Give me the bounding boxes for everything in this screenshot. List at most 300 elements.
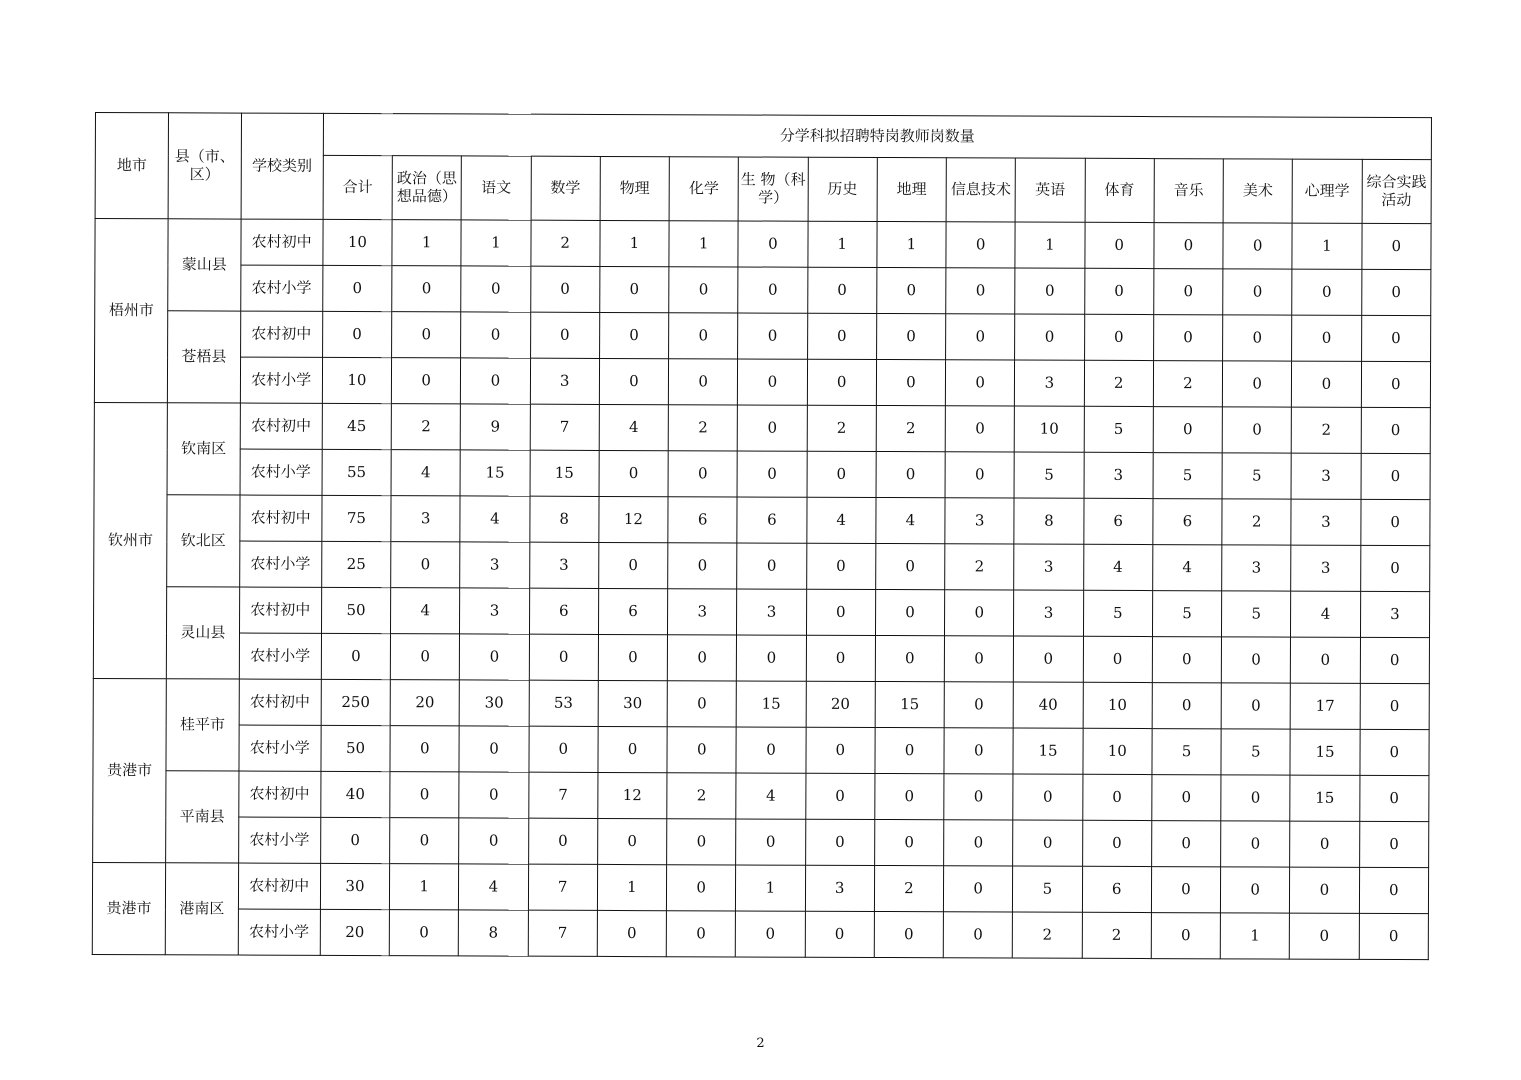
value-cell: 4 [806, 497, 875, 543]
value-cell: 0 [459, 726, 528, 772]
value-cell: 15 [1013, 728, 1082, 774]
value-cell: 0 [736, 727, 805, 773]
value-cell: 0 [737, 635, 806, 681]
value-cell: 0 [461, 266, 530, 312]
value-cell: 5 [1084, 406, 1153, 452]
value-cell: 3 [805, 865, 874, 911]
value-cell: 10 [1015, 406, 1084, 452]
value-cell: 0 [668, 359, 737, 405]
value-cell: 0 [1084, 314, 1153, 360]
value-cell: 0 [1083, 636, 1152, 682]
value-cell: 0 [666, 911, 735, 957]
value-cell: 0 [1153, 315, 1222, 361]
value-cell: 1 [600, 220, 669, 266]
value-cell: 4 [391, 450, 460, 496]
value-cell: 0 [1360, 499, 1430, 545]
value-cell: 6 [1082, 866, 1151, 912]
school-type-cell: 农村小学 [239, 633, 321, 679]
value-cell: 0 [1152, 637, 1221, 683]
value-cell: 0 [806, 589, 875, 635]
value-cell: 0 [1292, 361, 1361, 407]
value-cell: 4 [1083, 544, 1152, 590]
total-cell: 0 [320, 817, 389, 863]
value-cell: 2 [1153, 361, 1222, 407]
table-row [95, 311, 1431, 362]
value-cell: 3 [1015, 360, 1084, 406]
value-cell: 1 [1220, 913, 1289, 959]
table-row [93, 678, 1429, 729]
value-cell: 6 [1083, 498, 1152, 544]
value-cell: 7 [528, 910, 597, 956]
value-cell: 0 [875, 773, 944, 819]
value-cell: 1 [669, 221, 738, 267]
value-cell: 0 [1291, 637, 1360, 683]
school-type-cell: 农村小学 [239, 541, 321, 587]
value-cell: 0 [875, 727, 944, 773]
value-cell: 40 [1013, 682, 1082, 728]
value-cell: 0 [946, 268, 1015, 314]
school-type-cell: 农村初中 [240, 403, 322, 449]
value-cell: 0 [1360, 729, 1430, 775]
value-cell: 0 [459, 818, 528, 864]
value-cell: 0 [391, 542, 460, 588]
value-cell: 0 [668, 451, 737, 497]
value-cell: 1 [461, 220, 530, 266]
value-cell: 0 [807, 313, 876, 359]
county-cell: 蒙山县 [168, 219, 241, 311]
value-cell: 3 [1084, 452, 1153, 498]
value-cell: 2 [1222, 499, 1291, 545]
value-cell: 5 [1152, 729, 1221, 775]
value-cell: 3 [945, 498, 1014, 544]
value-cell: 12 [599, 496, 668, 542]
total-cell: 75 [322, 495, 391, 541]
city-cell: 钦州市 [93, 402, 167, 678]
value-cell: 0 [874, 911, 943, 957]
table-row [95, 265, 1431, 316]
value-cell: 0 [1359, 775, 1429, 821]
value-cell: 0 [875, 590, 944, 636]
county-cell: 钦北区 [167, 495, 240, 587]
county-cell: 苍梧县 [168, 311, 241, 403]
school-type-cell: 农村小学 [240, 449, 322, 495]
header-chinese: 语文 [461, 156, 530, 220]
value-cell: 0 [599, 450, 668, 496]
county-cell: 钦南区 [167, 403, 240, 495]
value-cell: 3 [1291, 545, 1360, 591]
value-cell: 5 [1221, 729, 1290, 775]
value-cell: 6 [668, 497, 737, 543]
value-cell: 0 [807, 359, 876, 405]
table-row [94, 494, 1430, 545]
value-cell: 0 [945, 360, 1014, 406]
value-cell: 0 [1154, 269, 1223, 315]
total-cell: 25 [322, 541, 391, 587]
value-cell: 0 [1290, 913, 1359, 959]
value-cell: 0 [668, 543, 737, 589]
page-number: 2 [756, 1036, 765, 1051]
value-cell: 0 [1151, 913, 1220, 959]
total-cell: 0 [322, 311, 391, 357]
value-cell: 0 [1290, 867, 1359, 913]
value-cell: 1 [392, 220, 461, 266]
value-cell: 0 [461, 312, 530, 358]
value-cell: 12 [598, 772, 667, 818]
value-cell: 0 [1361, 407, 1431, 453]
value-cell: 0 [1082, 774, 1151, 820]
value-cell: 1 [807, 221, 876, 267]
value-cell: 3 [1291, 499, 1360, 545]
value-cell: 2 [668, 405, 737, 451]
value-cell: 3 [530, 358, 599, 404]
header-practice: 综合实践活动 [1362, 159, 1432, 223]
value-cell: 0 [667, 865, 736, 911]
header-it: 信息技术 [946, 158, 1015, 222]
value-cell: 0 [874, 819, 943, 865]
header-city: 地市 [95, 113, 169, 219]
school-type-cell: 农村初中 [239, 587, 321, 633]
header-art: 美术 [1223, 159, 1292, 223]
value-cell: 1 [390, 864, 459, 910]
value-cell: 3 [737, 589, 806, 635]
value-cell: 3 [460, 588, 529, 634]
header-politics: 政治（思想品德） [392, 156, 461, 220]
value-cell: 0 [736, 819, 805, 865]
value-cell: 0 [599, 358, 668, 404]
value-cell: 0 [1361, 223, 1431, 269]
value-cell: 0 [1152, 775, 1221, 821]
value-cell: 30 [459, 680, 528, 726]
value-cell: 53 [529, 680, 598, 726]
table-row [93, 816, 1429, 867]
value-cell: 0 [1151, 867, 1220, 913]
value-cell: 0 [1221, 821, 1290, 867]
value-cell: 0 [944, 636, 1013, 682]
school-type-cell: 农村小学 [238, 909, 320, 955]
value-cell: 0 [667, 727, 736, 773]
value-cell: 15 [530, 450, 599, 496]
table-row [92, 908, 1428, 959]
value-cell: 3 [391, 496, 460, 542]
value-cell: 0 [599, 312, 668, 358]
value-cell: 4 [391, 588, 460, 634]
value-cell: 0 [737, 451, 806, 497]
value-cell: 0 [1221, 867, 1290, 913]
header-geography: 地理 [877, 158, 946, 222]
value-cell: 0 [946, 314, 1015, 360]
value-cell: 9 [461, 404, 530, 450]
value-cell: 0 [389, 910, 458, 956]
value-cell: 0 [1223, 315, 1292, 361]
value-cell: 10 [1083, 682, 1152, 728]
value-cell: 0 [667, 681, 736, 727]
county-cell: 平南县 [166, 771, 239, 863]
school-type-cell: 农村初中 [239, 495, 321, 541]
value-cell: 2 [1292, 407, 1361, 453]
value-cell: 10 [1083, 728, 1152, 774]
value-cell: 5 [1152, 591, 1221, 637]
value-cell: 0 [738, 267, 807, 313]
value-cell: 0 [1361, 315, 1431, 361]
value-cell: 0 [599, 542, 668, 588]
value-cell: 2 [391, 404, 460, 450]
value-cell: 0 [1360, 683, 1430, 729]
value-cell: 0 [529, 726, 598, 772]
value-cell: 0 [876, 544, 945, 590]
school-type-cell: 农村初中 [240, 311, 322, 357]
value-cell: 20 [806, 681, 875, 727]
value-cell: 3 [1222, 545, 1291, 591]
value-cell: 0 [392, 312, 461, 358]
value-cell: 3 [529, 542, 598, 588]
value-cell: 0 [875, 636, 944, 682]
value-cell: 2 [667, 773, 736, 819]
value-cell: 15 [1290, 775, 1359, 821]
value-cell: 3 [1014, 544, 1083, 590]
value-cell: 0 [943, 912, 1012, 958]
value-cell: 15 [1290, 729, 1359, 775]
value-cell: 3 [1014, 590, 1083, 636]
value-cell: 3 [460, 542, 529, 588]
value-cell: 0 [1361, 453, 1431, 499]
value-cell: 0 [946, 222, 1015, 268]
value-cell: 0 [738, 313, 807, 359]
value-cell: 4 [736, 773, 805, 819]
value-cell: 0 [1154, 223, 1223, 269]
value-cell: 4 [1152, 545, 1221, 591]
value-cell: 0 [597, 910, 666, 956]
value-cell: 4 [459, 864, 528, 910]
value-cell: 0 [460, 634, 529, 680]
value-cell: 2 [1082, 912, 1151, 958]
value-cell: 1 [736, 865, 805, 911]
value-cell: 1 [877, 222, 946, 268]
value-cell: 0 [944, 728, 1013, 774]
value-cell: 4 [599, 404, 668, 450]
value-cell: 15 [460, 450, 529, 496]
county-cell: 港南区 [166, 863, 239, 955]
table-row [94, 448, 1430, 499]
value-cell: 7 [530, 404, 599, 450]
value-cell: 0 [1292, 315, 1361, 361]
value-cell: 0 [459, 772, 528, 818]
value-cell: 0 [1361, 361, 1431, 407]
value-cell: 30 [598, 680, 667, 726]
value-cell: 4 [460, 496, 529, 542]
value-cell: 5 [1222, 591, 1291, 637]
value-cell: 0 [944, 820, 1013, 866]
value-cell: 0 [806, 543, 875, 589]
value-cell: 0 [529, 634, 598, 680]
table-row [94, 540, 1430, 591]
table-body [92, 219, 1431, 960]
value-cell: 7 [528, 772, 597, 818]
value-cell: 2 [945, 544, 1014, 590]
value-cell: 0 [945, 452, 1014, 498]
value-cell: 0 [1151, 821, 1220, 867]
value-cell: 0 [736, 911, 805, 957]
value-cell: 5 [1013, 866, 1082, 912]
header-chemistry: 化学 [669, 157, 738, 221]
value-cell: 0 [945, 590, 1014, 636]
value-cell: 0 [1013, 820, 1082, 866]
value-cell: 0 [877, 268, 946, 314]
total-cell: 250 [321, 679, 390, 725]
city-cell: 贵港市 [92, 862, 166, 954]
value-cell: 0 [528, 818, 597, 864]
header-pe: 体育 [1085, 158, 1154, 222]
value-cell: 0 [1359, 913, 1429, 959]
value-cell: 0 [390, 726, 459, 772]
value-cell: 17 [1290, 683, 1359, 729]
value-cell: 0 [667, 635, 736, 681]
value-cell: 8 [459, 910, 528, 956]
total-cell: 10 [322, 357, 391, 403]
value-cell: 0 [1222, 407, 1291, 453]
value-cell: 0 [944, 866, 1013, 912]
value-cell: 6 [529, 588, 598, 634]
table-row [93, 724, 1429, 775]
value-cell: 0 [737, 543, 806, 589]
value-cell: 6 [598, 588, 667, 634]
value-cell: 0 [805, 773, 874, 819]
value-cell: 0 [1223, 269, 1292, 315]
value-cell: 0 [876, 452, 945, 498]
value-cell: 0 [945, 406, 1014, 452]
value-cell: 3 [1291, 453, 1360, 499]
value-cell: 2 [876, 406, 945, 452]
table-row [92, 862, 1428, 913]
value-cell: 0 [669, 267, 738, 313]
value-cell: 1 [597, 864, 666, 910]
header-math: 数学 [531, 156, 600, 220]
value-cell: 0 [1223, 223, 1292, 269]
value-cell: 3 [668, 589, 737, 635]
value-cell: 0 [805, 911, 874, 957]
value-cell: 0 [805, 819, 874, 865]
header-school-type: 学校类别 [241, 113, 324, 219]
value-cell: 6 [737, 497, 806, 543]
value-cell: 0 [807, 451, 876, 497]
value-cell: 5 [1153, 453, 1222, 499]
value-cell: 0 [944, 774, 1013, 820]
total-cell: 30 [320, 863, 389, 909]
value-cell: 0 [390, 818, 459, 864]
value-cell: 5 [1083, 590, 1152, 636]
school-type-cell: 农村初中 [238, 771, 320, 817]
value-cell: 0 [1221, 683, 1290, 729]
value-cell: 0 [667, 819, 736, 865]
value-cell: 0 [806, 727, 875, 773]
value-cell: 0 [598, 726, 667, 772]
table-row [94, 357, 1430, 408]
header-county: 县（市、区） [168, 113, 241, 219]
school-type-cell: 农村小学 [240, 265, 322, 311]
value-cell: 4 [1291, 591, 1360, 637]
value-cell: 0 [390, 772, 459, 818]
value-cell: 3 [1360, 591, 1430, 637]
value-cell: 0 [806, 635, 875, 681]
value-cell: 15 [736, 681, 805, 727]
value-cell: 0 [1082, 820, 1151, 866]
school-type-cell: 农村小学 [239, 725, 321, 771]
value-cell: 0 [598, 634, 667, 680]
value-cell: 0 [1222, 361, 1291, 407]
value-cell: 0 [1015, 314, 1084, 360]
value-cell: 1 [1015, 222, 1084, 268]
value-cell: 0 [1015, 268, 1084, 314]
value-cell: 0 [1359, 867, 1429, 913]
value-cell: 0 [1013, 774, 1082, 820]
city-cell: 贵港市 [93, 678, 167, 862]
value-cell: 2 [874, 865, 943, 911]
value-cell: 0 [1359, 821, 1429, 867]
value-cell: 0 [1221, 775, 1290, 821]
value-cell: 0 [1292, 269, 1361, 315]
header-psychology: 心理学 [1292, 159, 1361, 223]
value-cell: 5 [1014, 452, 1083, 498]
header-english: 英语 [1015, 158, 1084, 222]
value-cell: 0 [1084, 222, 1153, 268]
table-row [95, 219, 1431, 270]
school-type-cell: 农村小学 [240, 357, 322, 403]
school-type-cell: 农村初中 [239, 679, 321, 725]
value-cell: 0 [390, 634, 459, 680]
value-cell: 0 [876, 314, 945, 360]
value-cell: 0 [600, 266, 669, 312]
value-cell: 1 [1292, 223, 1361, 269]
total-cell: 0 [323, 265, 392, 311]
total-cell: 50 [321, 587, 390, 633]
value-cell: 6 [1153, 499, 1222, 545]
value-cell: 0 [461, 358, 530, 404]
total-cell: 0 [321, 633, 390, 679]
value-cell: 0 [392, 266, 461, 312]
value-cell: 2 [530, 220, 599, 266]
value-cell: 0 [738, 221, 807, 267]
header-biology: 生 物（科学） [738, 157, 807, 221]
value-cell: 0 [1152, 683, 1221, 729]
county-cell: 灵山县 [167, 587, 240, 679]
value-cell: 0 [1084, 268, 1153, 314]
table-row [93, 770, 1429, 821]
value-cell: 7 [528, 864, 597, 910]
value-cell: 0 [1221, 637, 1290, 683]
value-cell: 0 [1290, 821, 1359, 867]
total-cell: 20 [320, 909, 389, 955]
value-cell: 15 [875, 681, 944, 727]
school-type-cell: 农村小学 [238, 817, 320, 863]
value-cell: 0 [597, 818, 666, 864]
value-cell: 4 [876, 498, 945, 544]
value-cell: 0 [530, 312, 599, 358]
school-type-cell: 农村初中 [240, 219, 322, 265]
value-cell: 20 [390, 680, 459, 726]
total-cell: 50 [321, 725, 390, 771]
value-cell: 0 [1153, 407, 1222, 453]
city-cell: 梧州市 [94, 219, 168, 403]
value-cell: 2 [1084, 360, 1153, 406]
value-cell: 0 [1360, 637, 1430, 683]
value-cell: 0 [1361, 269, 1431, 315]
value-cell: 0 [530, 266, 599, 312]
value-cell: 0 [1014, 636, 1083, 682]
header-history: 历史 [808, 157, 877, 221]
total-cell: 55 [322, 449, 391, 495]
value-cell: 2 [1013, 912, 1082, 958]
value-cell: 0 [876, 360, 945, 406]
value-cell: 0 [669, 313, 738, 359]
